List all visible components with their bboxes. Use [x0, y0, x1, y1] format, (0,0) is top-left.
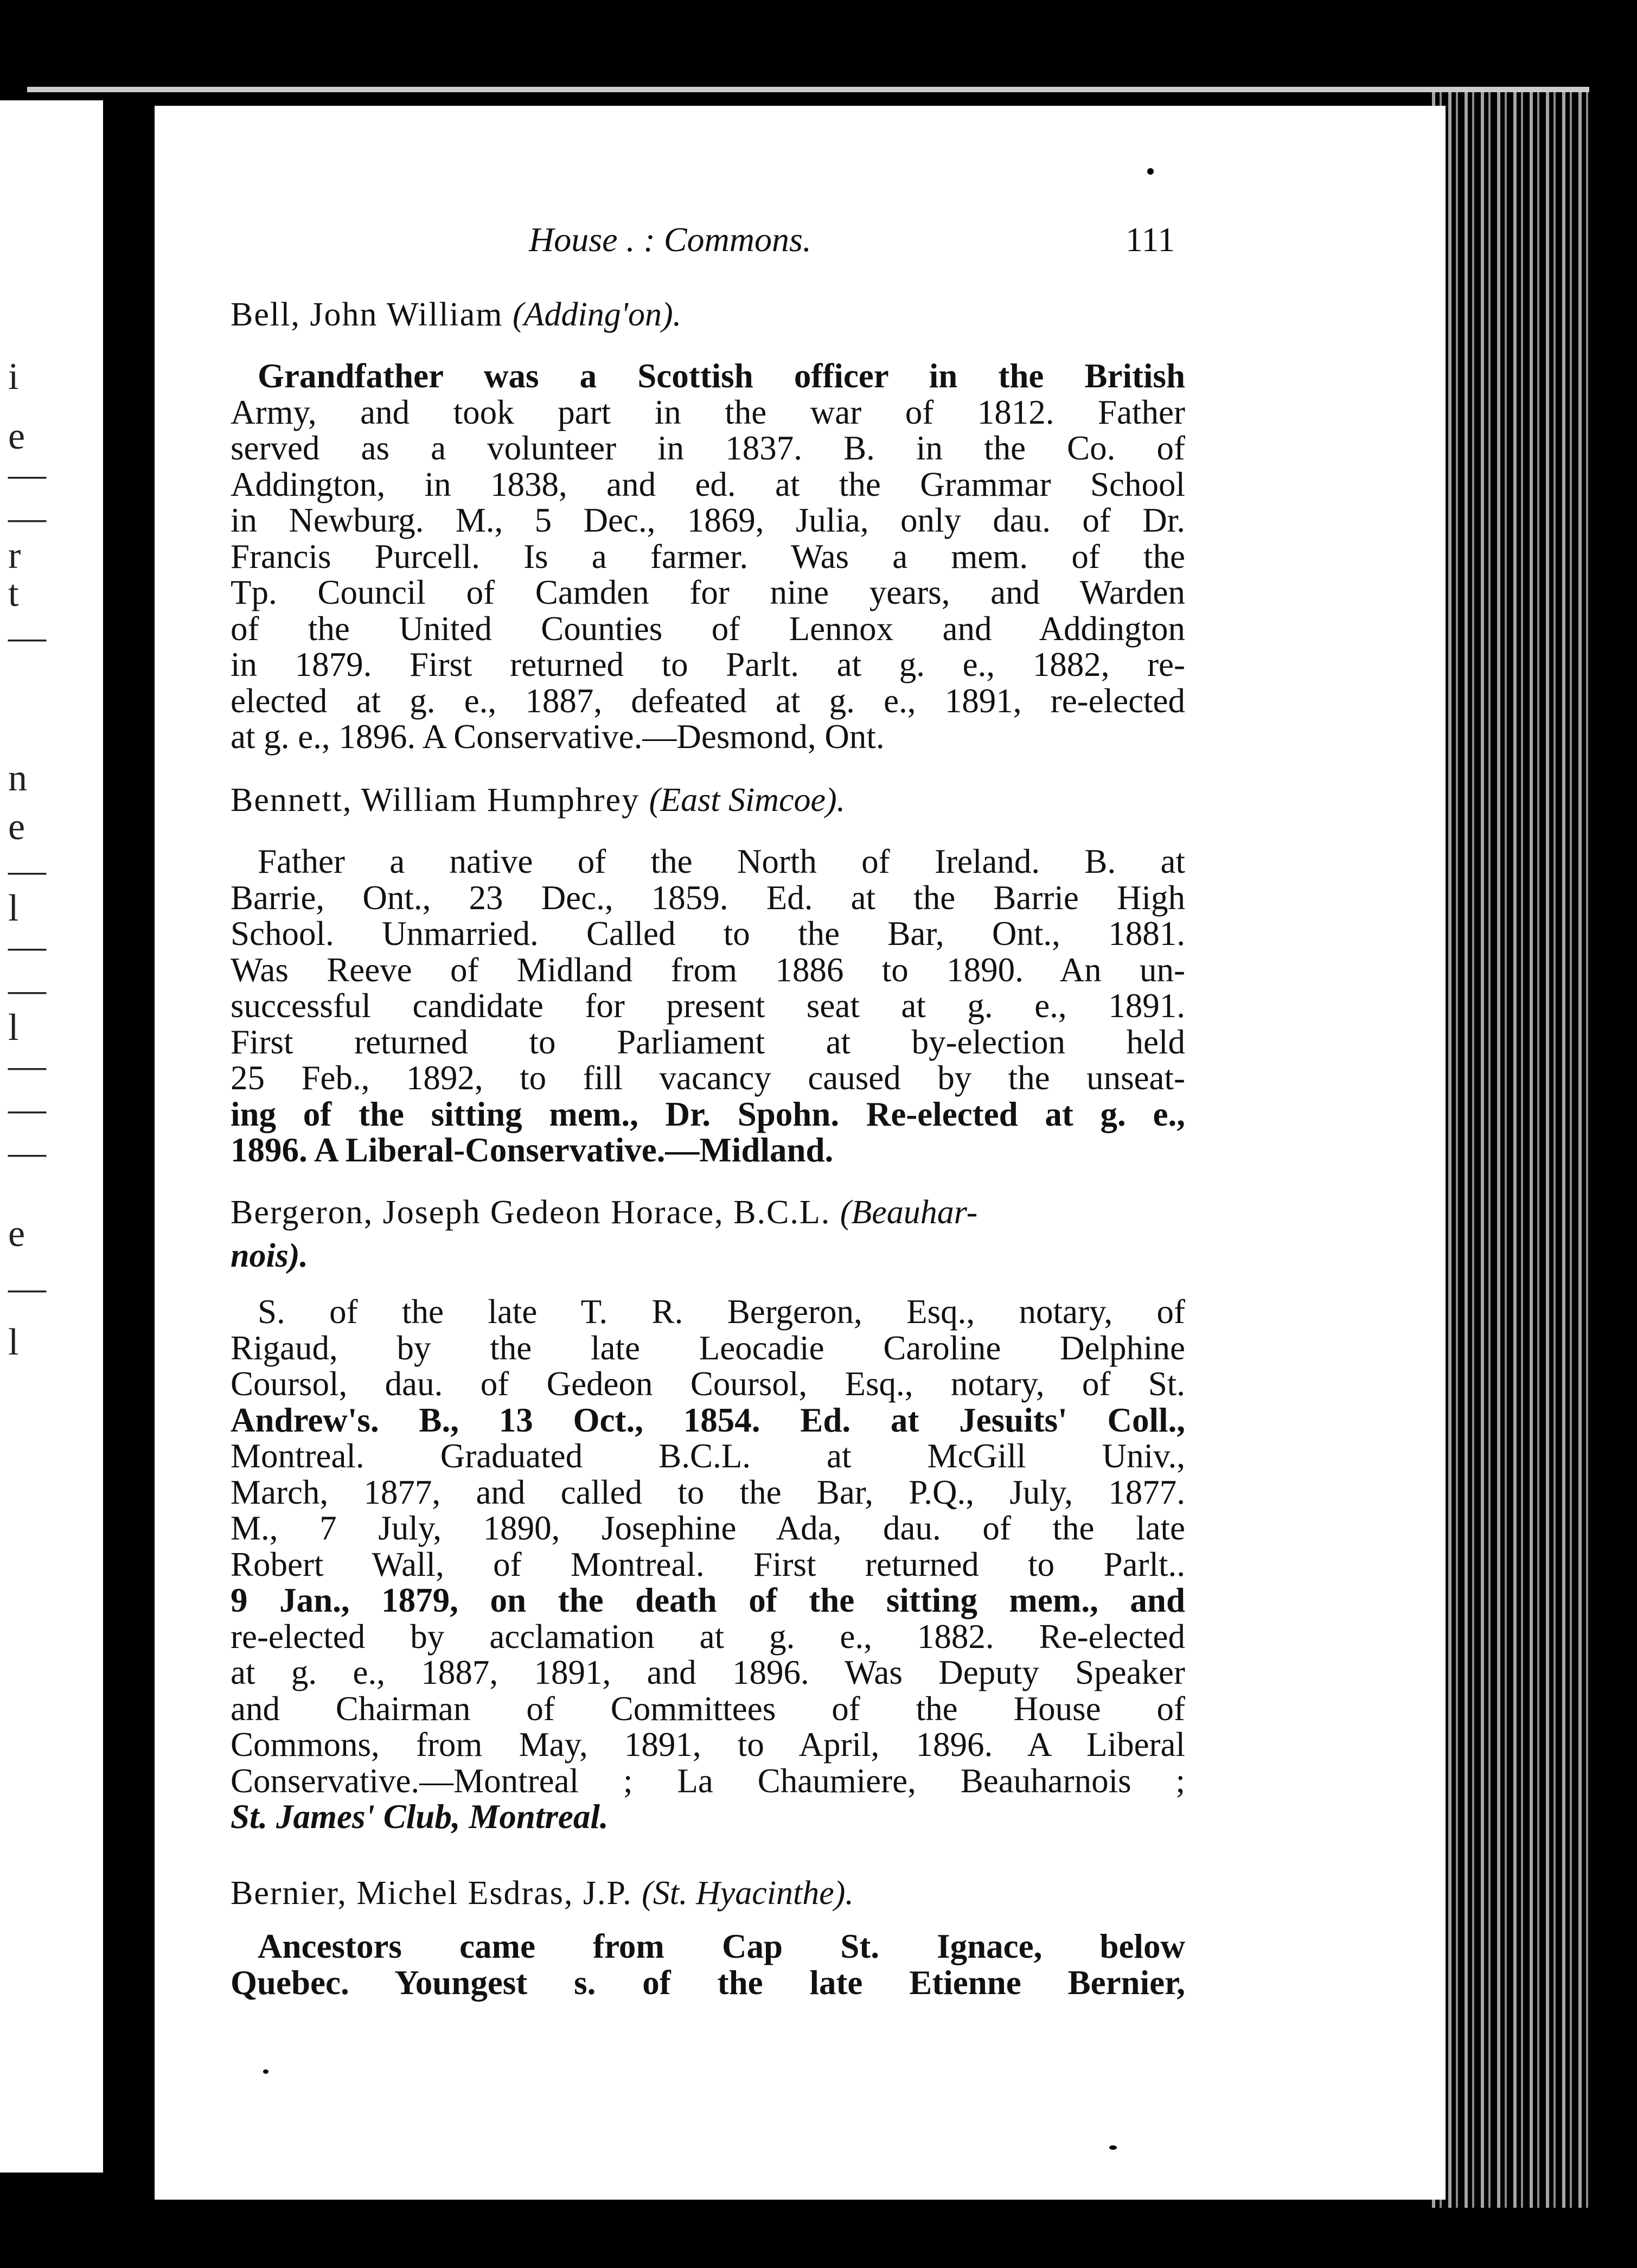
text-line: re-elected by acclamation at g. e., 1882. Re-elected — [231, 1617, 1185, 1656]
text-line: elected at g. e., 1887, defeated at g. e., 1891, re-elected — [231, 681, 1185, 720]
margin-fragment: — — [8, 1088, 46, 1130]
constituency: (St. Hyacinthe). — [642, 1875, 854, 1912]
margin-fragment: l — [8, 887, 19, 929]
page-number: 111 — [1126, 220, 1175, 259]
margin-fragment: i — [8, 356, 19, 398]
book-page — [155, 106, 1446, 2200]
margin-fragment: e — [8, 416, 25, 457]
print-speck — [263, 2069, 268, 2074]
biography-entry — [231, 778, 1185, 1168]
entry-text — [231, 1928, 1185, 2001]
entry-heading — [231, 778, 1185, 822]
member-name: Bergeron, Joseph Gedeon Horace, B.C.L. — [231, 1194, 831, 1231]
margin-fragment: — — [8, 616, 46, 658]
constituency: (Adding'on). — [513, 296, 682, 333]
constituency: (Beauhar- — [840, 1194, 978, 1231]
text-line: Commons, from May, 1891, to April, 1896. A Liberal — [231, 1726, 1185, 1764]
text-line: Montreal. Graduated B.C.L. at McGill Univ., — [231, 1437, 1185, 1475]
biography-entry — [231, 1871, 1185, 2001]
margin-fragment: — — [8, 453, 46, 495]
text-line: Andrew's. B., 13 Oct., 1854. Ed. at Jesuits' Coll., — [231, 1401, 1185, 1439]
margin-fragment: — — [8, 925, 46, 967]
member-name: Bernier, Michel Esdras, J.P. — [231, 1875, 632, 1912]
text-line: in 1879. First returned to Parlt. at g. e., 1882, re- — [231, 646, 1185, 683]
text-line: School. Unmarried. Called to the Bar, Ont., 1881. — [231, 915, 1185, 953]
entry-text — [231, 844, 1185, 1168]
book-top-edge — [27, 87, 1589, 92]
biography-entry — [231, 1191, 1185, 1835]
margin-fragment: — — [8, 849, 46, 891]
text-line: M., 7 July, 1890, Josephine Ada, dau. of the late — [231, 1509, 1185, 1547]
text-line: 9 Jan., 1879, on the death of the sitting mem., and — [231, 1581, 1185, 1619]
text-line: Was Reeve of Midland from 1886 to 1890. An un- — [231, 950, 1185, 989]
member-name: Bell, John William — [231, 296, 503, 333]
text-line: of the United Counties of Lennox and Addington — [231, 609, 1185, 648]
margin-fragment: — — [8, 1045, 46, 1087]
margin-fragment: t — [8, 573, 19, 615]
entry-heading — [231, 1191, 1185, 1277]
entry-heading — [231, 1871, 1185, 1915]
margin-fragment: l — [8, 1321, 19, 1363]
text-line: Ancestors came from Cap St. Ignace, below — [258, 1927, 1185, 1965]
text-line: Grandfather was a Scottish officer in the British — [258, 357, 1185, 395]
text-line: Barrie, Ont., 23 Dec., 1859. Ed. at the Barrie High — [231, 878, 1185, 917]
text-line: Francis Purcell. Is a farmer. Was a mem. of the — [231, 537, 1185, 576]
margin-fragment: r — [8, 535, 21, 577]
print-speck — [1147, 168, 1154, 175]
running-header — [155, 220, 1446, 274]
margin-fragment: — — [8, 1267, 46, 1309]
text-line: 1896. A Liberal-Conservative.—Midland. — [231, 1131, 834, 1169]
text-line: Conservative.—Montreal ; La Chaumiere, Beauharnois ; — [231, 1761, 1185, 1800]
text-line: Army, and took part in the war of 1812. Father — [231, 393, 1185, 431]
text-line: at g. e., 1896. A Conservative.—Desmond, Ont. — [231, 718, 885, 756]
text-line: 25 Feb., 1892, to fill vacancy caused by the unseat- — [231, 1059, 1185, 1097]
entry-heading — [231, 293, 1185, 336]
margin-fragment: — — [8, 969, 46, 1011]
constituency-continued: nois). — [231, 1237, 308, 1274]
margin-fragment: e — [8, 1213, 25, 1255]
text-line: First returned to Parliament at by-election held — [231, 1023, 1185, 1061]
text-line: St. James' Club, Montreal. — [231, 1798, 609, 1836]
text-line: served as a volunteer in 1837. B. in the Co. of — [231, 429, 1185, 467]
margin-fragment: l — [8, 1007, 19, 1049]
margin-fragment: — — [8, 497, 46, 539]
constituency: (East Simcoe). — [649, 782, 846, 819]
margin-fragment: n — [8, 757, 27, 799]
text-line: Tp. Council of Camden for nine years, and Warden — [231, 573, 1185, 611]
page-edges — [1432, 92, 1595, 2208]
text-line: Robert Wall, of Montreal. First returned to Parlt.. — [231, 1545, 1185, 1583]
previous-page-margin — [0, 100, 103, 2173]
print-speck — [1109, 2145, 1117, 2150]
margin-fragment: e — [8, 806, 25, 848]
text-line: March, 1877, and called to the Bar, P.Q., July, 1877. — [231, 1473, 1185, 1511]
text-line: Quebec. Youngest s. of the late Etienne Bernier, — [231, 1963, 1185, 2002]
margin-fragment: — — [8, 1132, 46, 1173]
entry-text — [231, 358, 1185, 755]
text-line: successful candidate for present seat at g. e., 1891. — [231, 987, 1185, 1025]
text-line: Rigaud, by the late Leocadie Caroline Delphine — [231, 1328, 1185, 1367]
text-line: at g. e., 1887, 1891, and 1896. Was Deputy Speaker — [231, 1653, 1185, 1691]
text-line: ing of the sitting mem., Dr. Spohn. Re-elected at g. e., — [231, 1095, 1185, 1133]
member-name: Bennett, William Humphrey — [231, 782, 640, 819]
text-line: S. of the late T. R. Bergeron, Esq., notary, of — [258, 1293, 1185, 1331]
biography-entry — [231, 293, 1185, 755]
text-line: Addington, in 1838, and ed. at the Grammar School — [231, 465, 1185, 503]
text-line: and Chairman of Committees of the House of — [231, 1689, 1185, 1728]
entry-text — [231, 1294, 1185, 1835]
text-line: Father a native of the North of Ireland. B. at — [258, 842, 1185, 880]
running-title: House . : Commons. — [529, 220, 811, 259]
text-line: Coursol, dau. of Gedeon Coursol, Esq., notary, of St. — [231, 1365, 1185, 1403]
text-line: in Newburg. M., 5 Dec., 1869, Julia, only dau. of Dr. — [231, 501, 1185, 539]
